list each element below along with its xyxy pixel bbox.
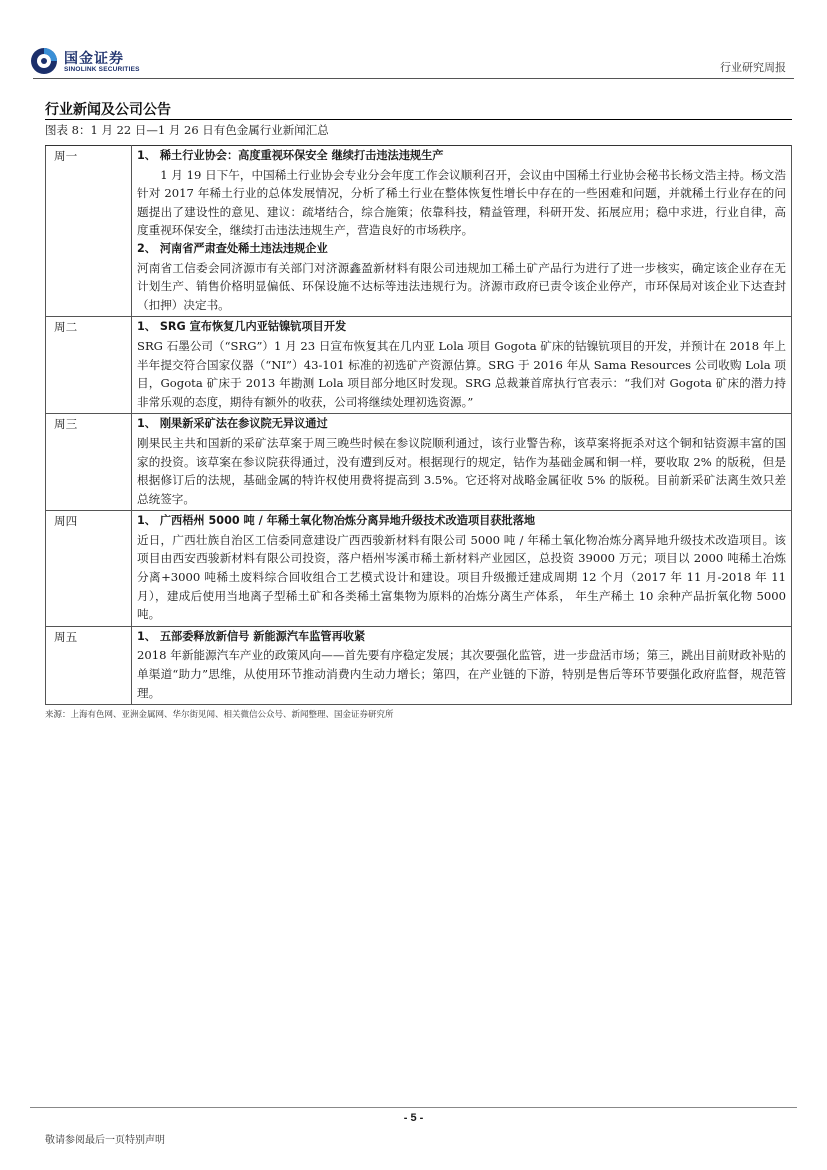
report-type: 行业研究周报	[720, 61, 786, 74]
brand-name-en: SINOLINK SECURITIES	[64, 66, 140, 73]
day-cell: 周五	[46, 626, 132, 704]
table-row	[46, 626, 792, 704]
news-body: 河南省工信委会同济源市有关部门对济源鑫盈新材料有限公司违规加工稀土矿产品行为进行了进一步核实，确定该企业存在无计划生产、销售价格明显偏低、环保设施不达标等违法违规行为。济源市政府已责令该企业停产，市环保局对该企业下达查封（扣押）决定书。	[137, 260, 786, 312]
table-row	[46, 317, 792, 414]
news-title: 1、 稀土行业协会：高度重视环保安全 继续打击违法违规生产	[137, 149, 444, 162]
brand-name-cn: 国金证券	[64, 51, 124, 67]
sinolink-logo-icon	[30, 47, 58, 75]
header-divider	[33, 78, 794, 79]
news-body: 2018 年新能源汽车产业的政策风向——首先要有序稳定发展；其次要强化监管，进一步盘活市场；第三，跳出目前财政补贴的单渠道“助力”思维，从使用环节推动消费内生动力增长；第四，在产业链的下游，特别是售后等环节要强化政府监督，规范管理。	[137, 648, 786, 700]
news-summary-table	[45, 145, 792, 705]
news-title: 1、 广西梧州 5000 吨 / 年稀土氧化物冶炼分离异地升级技术改造项目获批落地	[137, 514, 536, 528]
news-title: 2、 河南省严肃查处稀土违法违规企业	[137, 241, 328, 255]
news-body: 1 月 19 日下午，中国稀土行业协会专业分会年度工作会议顺利召开，会议由中国稀土行业协会秘书长杨文浩主持。杨文浩针对 2017 年稀土行业的总体发展情况，分析了稀土行业在整体恢复性增长中存在的一些困难和问题，并就稀土行业存在的问题提出了建设性的意见、建议：疏堵结合，综合施策；依靠科技，精益管理，科研开发、拓展应用；稳中求进，行业自律，高度重视环保安全，继续打击违法违规生产，营造良好的市场秩序。	[137, 167, 786, 238]
day-cell: 周一	[46, 146, 132, 317]
news-cell	[132, 414, 792, 511]
day-cell: 周四	[46, 511, 132, 627]
footer-divider	[30, 1107, 797, 1108]
page-number: - 5 -	[403, 1112, 424, 1124]
news-cell	[132, 146, 792, 317]
news-body: 近日，广西壮族自治区工信委同意建设广西西骏新材料有限公司 5000 吨 / 年稀土氧化物冶炼分离异地升级技术改造项目。该项目由西安西骏新材料有限公司投资，落户梧州岑溪市稀土新材料产业园区，总投资 39000 万元；项目以 2000 吨稀土冶炼分离+3000 吨稀土废料综合回收组合工艺模式设计和建设。项目升级搬迁建成周期 12 个月（2017 年 11 月-2018 年 11 月），建成后使用当地离子型稀土矿和各类稀土富集物为原料的冶炼分离生产体系， 年生产稀土 10 余种产品折氧化物 5000 吨。	[137, 532, 786, 622]
table-row	[46, 414, 792, 511]
news-title: 1、 刚果新采矿法在参议院无异议通过	[137, 417, 328, 431]
news-body: SRG 石墨公司（“SRG”）1 月 23 日宣布恢复其在几内亚 Lola 项目 Gogota 矿床的钴镍钪项目的开发，并预计在 2018 年上半年提交符合国家仪器（“NI”）43-101 标准的初选矿产资源估算。SRG 于 2016 年从 Sama Resources 公司收购 Lola 项目，Gogota 矿床于 2013 年勘测 Lola 项目部分地区时发现。SRG 总裁兼首席执行官表示：“我们对 Gogota 矿床的潜力持非常乐观的态度，期待有额外的收获，公司将继续处理初选资源。”	[137, 338, 786, 409]
news-cell	[132, 317, 792, 414]
section-divider	[45, 119, 792, 120]
news-body: 刚果民主共和国新的采矿法草案于周三晚些时候在参议院顺利通过，该行业警告称，该草案将扼杀对这个铜和钴资源丰富的国家的投资。该草案在参议院获得通过，没有遭到反对。根据现行的规定，钴作为基础金属和铜一样，要收取 2% 的版税，但是根据修订后的法规，基础金属的特许权使用费将提高到 3.5%。它还将对战略金属征收 5% 的版税。目前新采矿法离生效只差总统签字。	[137, 435, 786, 506]
disclaimer: 敬请参阅最后一页特别声明	[45, 1135, 165, 1146]
news-title: 1、 SRG 宣布恢复几内亚钴镍钪项目开发	[137, 320, 347, 334]
source-note: 来源：上海有色网、亚洲金属网、华尔街见闻、相关微信公众号、新闻整理、国金证券研究所	[45, 710, 394, 720]
news-title: 1、 五部委释放新信号 新能源汽车监管再收紧	[137, 629, 366, 643]
news-cell	[132, 511, 792, 627]
figure-caption: 图表 8：1 月 22 日—1 月 26 日有色金属行业新闻汇总	[45, 123, 329, 137]
table-row	[46, 146, 792, 317]
page-header	[0, 0, 827, 80]
table-row	[46, 511, 792, 627]
day-cell: 周三	[46, 414, 132, 511]
day-cell: 周二	[46, 317, 132, 414]
news-cell	[132, 626, 792, 704]
section-title: 行业新闻及公司公告	[45, 102, 171, 118]
